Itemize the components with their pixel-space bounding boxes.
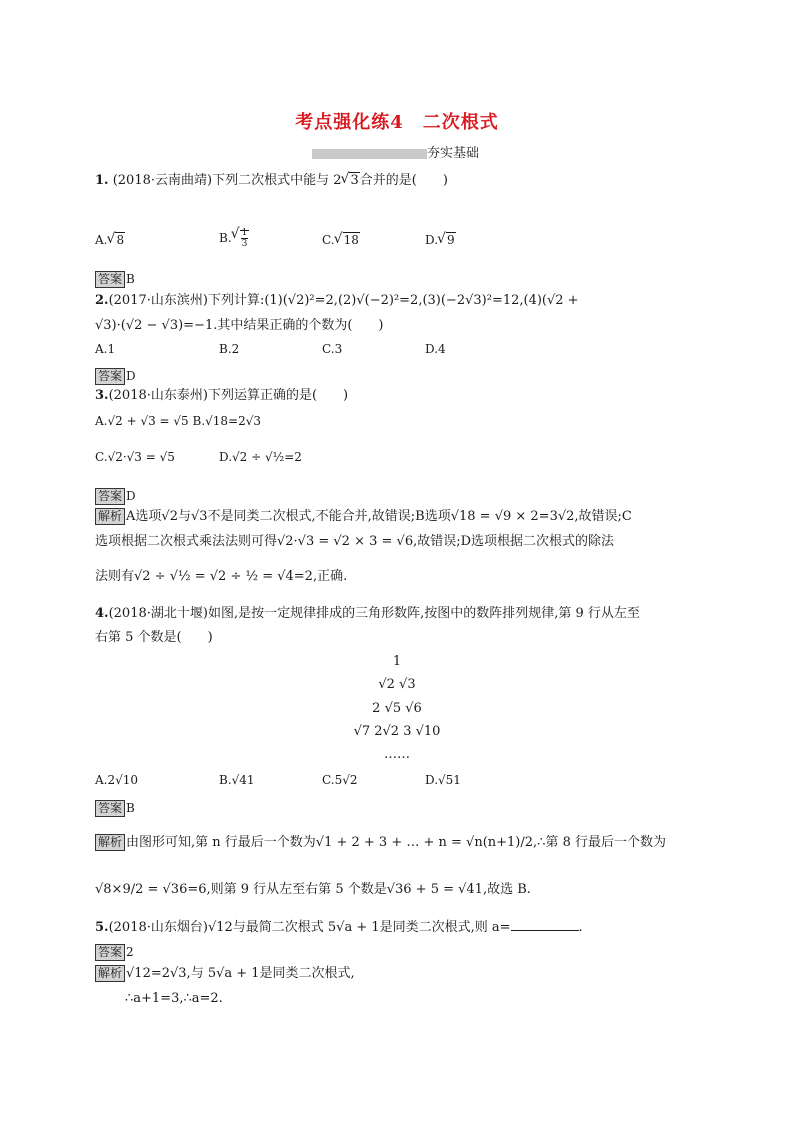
q4-analysis-1: 解析 由图形可知,第 n 行最后一个数为√1 + 2 + 3 + … + n = √n(n+1)/2,∴第 8 行最后一个数为 xyxy=(95,834,666,851)
q4-option-b: B.√41 xyxy=(219,773,255,787)
q3-analysis-3: 法则有√2 ÷ √½ = √2 ÷ ½ = √4=2,正确. xyxy=(95,569,348,584)
q2-line1: 2.(2017·山东滨州)下列计算:(1)(√2)²=2,(2)√(−2)²=2,(3)(−2√3)²=12,(4)(√2 + xyxy=(95,293,579,308)
answer-tag: 答案 xyxy=(95,488,125,505)
triangle-row-5: …… xyxy=(384,747,410,762)
q2-option-c: C.3 xyxy=(322,342,343,356)
q1-option-a: A.√ 8 xyxy=(95,233,125,247)
q3-stem: 3.(2018·山东泰州)下列运算正确的是( ) xyxy=(95,388,349,403)
section-bar xyxy=(312,149,427,159)
q3-analysis-1: 解析 A选项√2与√3不是同类二次根式,不能合并,故错误;B选项√18 = √9 × 2=3√2,故错误;C xyxy=(95,508,632,525)
q2-option-d: D.4 xyxy=(425,342,446,356)
q1-answer: 答案 B xyxy=(95,268,135,288)
answer-tag: 答案 xyxy=(95,944,125,961)
q2-option-b: B.2 xyxy=(219,342,240,356)
q4-option-d: D.√51 xyxy=(425,773,461,787)
analysis-tag: 解析 xyxy=(95,965,125,982)
triangle-row-3: 2 √5 √6 xyxy=(372,701,422,716)
q2-line2: √3)·(√2 − √3)=−1.其中结果正确的个数为( ) xyxy=(95,318,384,333)
q1-option-b: B. √ $\frac{1}{3}$ xyxy=(219,228,249,249)
q4-analysis-2: √8×9/2 = √36=6,则第 9 行从左至右第 5 个数是√36 + 5 = √41,故选 B. xyxy=(95,882,531,897)
q4-line1: 4.(2018·湖北十堰)如图,是按一定规律排成的三角形数阵,按图中的数阵排列规律,第 9 行从左至 xyxy=(95,606,640,621)
q5-stem: 5.(2018·山东烟台)√12与最简二次根式 5√a + 1是同类二次根式,则 a= . xyxy=(95,920,583,935)
q2-answer: 答案 D xyxy=(95,365,136,385)
page-title: 考点强化练4 二次根式 xyxy=(295,112,499,133)
answer-tag: 答案 xyxy=(95,800,125,817)
q3-options-ab: A.√2 + √3 = √5 B.√18=2√3 xyxy=(95,414,262,428)
q4-answer: 答案 B xyxy=(95,797,135,817)
triangle-row-2: √2 √3 xyxy=(378,677,416,692)
answer-tag: 答案 xyxy=(95,368,125,385)
q4-option-c: C.5√2 xyxy=(322,773,358,787)
q3-option-c: C.√2·√3 = √5 xyxy=(95,450,175,464)
q3-answer: 答案 D xyxy=(95,485,136,505)
answer-blank xyxy=(511,918,579,931)
q3-analysis-2: 选项根据二次根式乘法法则可得√2·√3 = √2 × 3 = √6,故错误;D选项根据二次根式的除法 xyxy=(95,534,615,549)
q5-analysis-2: ∴a+1=3,∴a=2. xyxy=(125,991,223,1006)
q4-line2: 右第 5 个数是( ) xyxy=(95,630,213,645)
q5-analysis-1: 解析 √12=2√3,与 5√a + 1是同类二次根式, xyxy=(95,965,355,982)
q2-option-a: A.1 xyxy=(95,342,116,356)
q1-option-d: D.√ 9 xyxy=(425,233,456,247)
analysis-tag: 解析 xyxy=(95,508,125,525)
q5-answer: 答案 2 xyxy=(95,941,134,961)
triangle-row-1: 1 xyxy=(392,654,402,669)
analysis-tag: 解析 xyxy=(95,834,125,851)
q1-option-c: C.√ 18 xyxy=(322,233,360,247)
answer-tag: 答案 xyxy=(95,271,125,288)
section-label: 夯实基础 xyxy=(427,146,480,161)
triangle-row-4: √7 2√2 3 √10 xyxy=(353,724,441,739)
q4-option-a: A.2√10 xyxy=(95,773,139,787)
q1-stem: 1. (2018·云南曲靖)下列二次根式中能与 2√ 3合并的是( ) xyxy=(95,173,448,189)
q3-option-d: D.√2 ÷ √½=2 xyxy=(219,450,302,464)
